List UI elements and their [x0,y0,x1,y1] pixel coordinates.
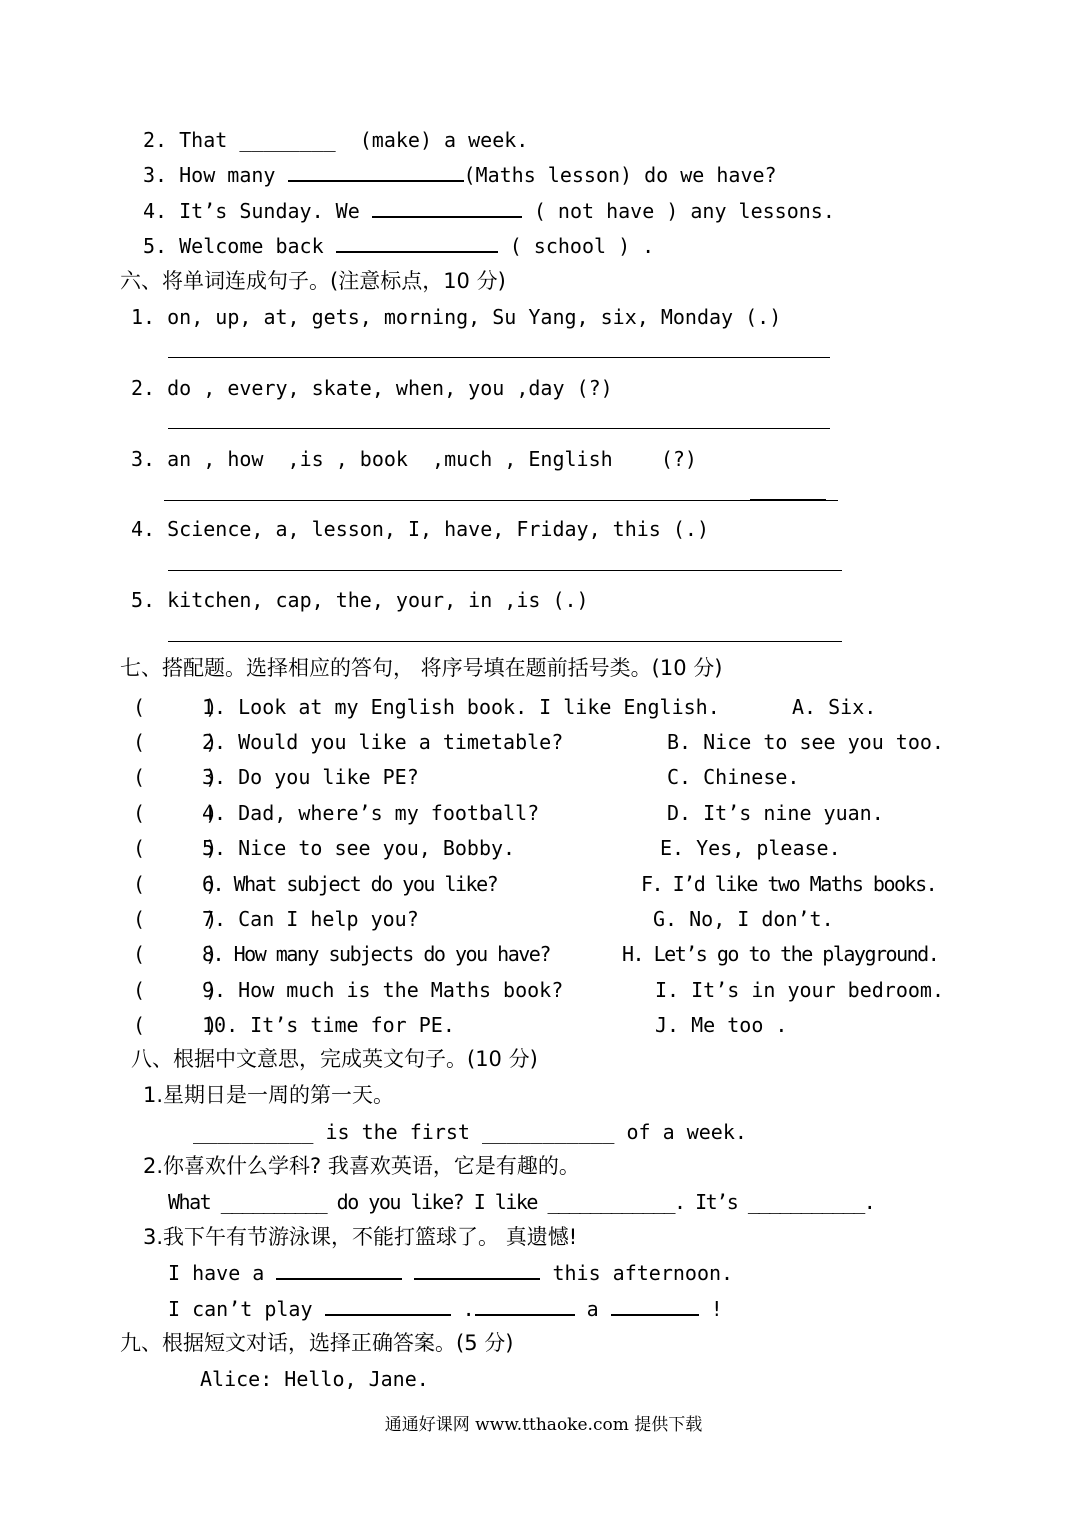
match-question: 7. Can I help you? [202,907,419,931]
paren-blank[interactable]: ( ) [133,872,218,896]
q-num: 2. [143,128,168,152]
s8-q3-chinese: 3.我下午有节游泳课，不能打篮球了。 真遗憾! [143,1225,578,1249]
s6-item-2: 2. do , every, skate, when, you ,day (?) [131,376,613,400]
dialogue-line: Alice: Hello, Jane. [200,1367,429,1391]
match-question: 8. How many subjects do you have? [202,942,550,966]
match-question: 4. Dad, where’s my football? [202,801,540,825]
s8-q2-english: What __________ do you like? I like ____________. It’s ___________. [168,1190,875,1214]
paren-blank[interactable]: ( ) [133,836,218,860]
s6-item-5: 5. kitchen, cap, the, your, in ,is (.) [131,588,589,612]
answer-line[interactable] [168,570,842,571]
fill-blank[interactable]: __________ [220,1190,327,1214]
match-answer: A. Six. [792,695,877,719]
fill-blank[interactable]: ________ [239,128,336,152]
s5-q3: 3. How many (Maths lesson) do we have? [143,163,777,187]
match-question: 3. Do you like PE? [202,765,419,789]
fill-blank[interactable] [611,1296,699,1316]
fill-blank[interactable] [288,162,464,182]
fill-blank[interactable]: ___________ [747,1190,864,1214]
answer-line[interactable] [168,641,842,642]
fill-blank[interactable] [336,233,498,253]
fill-blank[interactable]: ___________ [482,1120,615,1144]
s8-q3-english-2: I can’t play . a ! [168,1297,723,1321]
s8-q1-chinese: 1.星期日是一周的第一天。 [143,1083,395,1107]
match-answer: E. Yes, please. [660,836,841,860]
s5-q5: 5. Welcome back ( school ) . [143,234,655,258]
match-answer: C. Chinese. [667,765,800,789]
match-question: 1. Look at my English book. I like English. [202,695,720,719]
match-answer: I. It’s in your bedroom. [655,978,944,1002]
s5-q2: 2. That ________ (make) a week. [143,128,529,152]
match-question: 9. How much is the Maths book? [202,978,564,1002]
fill-blank[interactable] [475,1296,575,1316]
fill-blank[interactable]: ____________ [547,1190,675,1214]
match-question: 2. Would you like a timetable? [202,730,564,754]
section-title-6: 六、将单词连成句子。(注意标点，10 分) [120,269,506,293]
paren-blank[interactable]: ( ) [133,695,218,719]
paren-blank[interactable]: ( ) [133,730,218,754]
section-title-9: 九、根据短文对话，选择正确答案。(5 分) [120,1331,514,1355]
match-answer: H. Let’s go to the playground. [622,942,939,966]
s5-q4: 4. It’s Sunday. We ( not have ) any lessons. [143,199,835,223]
paren-blank[interactable]: ( ) [133,765,218,789]
match-question: 10. It’s time for PE. [202,1013,455,1037]
match-question: 6. What subject do you like? [202,872,498,896]
fill-blank[interactable] [372,198,522,218]
fill-blank[interactable]: __________ [193,1120,314,1144]
s8-q3-english-1: I have a this afternoon. [168,1261,734,1285]
answer-line[interactable] [164,500,838,501]
fill-blank[interactable] [276,1260,402,1280]
s6-item-4: 4. Science, a, lesson, I, have, Friday, this (.) [131,517,709,541]
answer-line-extension [750,499,826,501]
answer-line[interactable] [168,428,830,429]
paren-blank[interactable]: ( ) [133,942,218,966]
paren-blank[interactable]: ( ) [133,907,218,931]
s8-q1-english: __________ is the first ___________ of a week. [193,1120,747,1144]
match-answer: D. It’s nine yuan. [667,801,884,825]
s6-item-3: 3. an , how ,is , book ,much , English (?) [131,447,697,471]
match-answer: F. I’d like two Maths books. [641,872,937,896]
fill-blank[interactable] [325,1296,451,1316]
match-answer: B. Nice to see you too. [667,730,944,754]
s6-item-1: 1. on, up, at, gets, morning, Su Yang, six, Monday (.) [131,305,782,329]
section-title-7: 七、搭配题。选择相应的答句， 将序号填在题前括号类。(10 分) [120,656,723,680]
match-answer: G. No, I don’t. [653,907,834,931]
match-question: 5. Nice to see you, Bobby. [202,836,516,860]
match-answer: J. Me too . [655,1013,788,1037]
answer-line[interactable] [168,357,830,358]
section-title-8: 八、根据中文意思，完成英文句子。(10 分) [131,1047,538,1071]
fill-blank[interactable] [414,1260,540,1280]
paren-blank[interactable]: ( ) [133,1013,218,1037]
s8-q2-chinese: 2.你喜欢什么学科? 我喜欢英语，它是有趣的。 [143,1154,580,1178]
paren-blank[interactable]: ( ) [133,801,218,825]
paren-blank[interactable]: ( ) [133,978,218,1002]
page-footer: 通通好课网 www.tthaoke.com 提供下载 [384,1415,703,1435]
